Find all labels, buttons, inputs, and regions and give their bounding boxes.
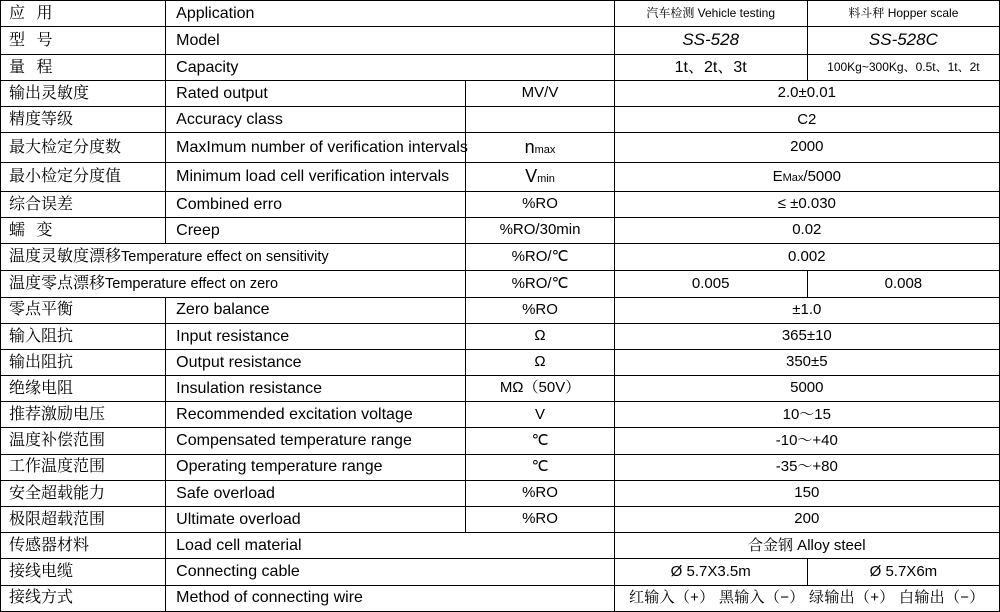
row-unit: %RO (466, 191, 614, 217)
row-label-en: Zero balance (166, 297, 466, 323)
row-unit: %RO (466, 297, 614, 323)
row-label-cn: 接线方式 (1, 585, 166, 611)
table-row (1, 376, 1000, 402)
row-label-cn: 传感器材料 (1, 533, 166, 559)
table-row (1, 54, 1000, 80)
row-label-cn: 温度零点漂移 (9, 274, 106, 292)
row-value-span: 5000 (614, 376, 999, 402)
table-row (1, 454, 1000, 480)
row-label-en: Output resistance (166, 349, 466, 375)
row-unit: %RO (466, 480, 614, 506)
row-label-en: Capacity (166, 54, 614, 80)
row-label-cn: 输出灵敏度 (1, 81, 166, 107)
row-label-en: MaxImum number of verification intervals (166, 133, 466, 162)
row-unit: nmax (466, 133, 614, 162)
table-row (1, 428, 1000, 454)
row-label-en: Rated output (166, 81, 466, 107)
row-label-en: Recommended excitation voltage (166, 402, 466, 428)
row-value-span: -10～+40 (614, 428, 999, 454)
row-label-en: Accuracy class (166, 107, 466, 133)
row-unit: MV/V (466, 81, 614, 107)
row-value-2: Ø 5.7X6m (807, 559, 999, 585)
row-value-span: 10～15 (614, 402, 999, 428)
row-label-cn: 蠕 变 (1, 218, 166, 244)
row-label-cn: 接线电缆 (1, 559, 166, 585)
row-unit: %RO/℃ (466, 244, 614, 271)
row-value-1: Ø 5.7X3.5m (614, 559, 807, 585)
row-value-span: 0.02 (614, 218, 999, 244)
row-value-2: 100Kg~300Kg、0.5t、1t、2t (807, 54, 999, 80)
row-label-combined (1, 244, 466, 271)
row-value-span: -35～+80 (614, 454, 999, 480)
row-label-cn: 极限超载范围 (1, 507, 166, 533)
row-label-cn: 量 程 (1, 54, 166, 80)
row-value-1: 1t、2t、3t (614, 54, 807, 80)
row-value-2: SS-528C (807, 27, 999, 55)
row-label-cn: 温度灵敏度漂移 (9, 248, 122, 266)
row-label-cn: 综合误差 (1, 191, 166, 217)
row-unit: MΩ（50V） (466, 376, 614, 402)
table-row (1, 133, 1000, 162)
table-row (1, 162, 1000, 191)
row-label-cn: 温度补偿范围 (1, 428, 166, 454)
row-value-span: 红输入（+） 黑输入（−） 绿输出（+） 白输出（−） (614, 585, 999, 611)
row-label-en: Combined erro (166, 191, 466, 217)
row-value-span: 2000 (614, 133, 999, 162)
table-row (1, 480, 1000, 506)
row-label-en: Input resistance (166, 323, 466, 349)
table-row (1, 107, 1000, 133)
row-unit: ℃ (466, 428, 614, 454)
row-value-span: ±1.0 (614, 297, 999, 323)
row-unit: ℃ (466, 454, 614, 480)
row-value-span: 0.002 (614, 244, 999, 271)
row-value-span: C2 (614, 107, 999, 133)
row-value-span: 150 (614, 480, 999, 506)
table-row (1, 27, 1000, 55)
row-label-en: Temperature effect on sensitivity (121, 249, 329, 266)
table-row (1, 297, 1000, 323)
row-value-span: 2.0±0.01 (614, 81, 999, 107)
row-unit: %RO/30min (466, 218, 614, 244)
table-row (1, 585, 1000, 611)
row-unit: %RO/℃ (466, 270, 614, 297)
row-label-en: Ultimate overload (166, 507, 466, 533)
row-value-1: 0.005 (614, 270, 807, 297)
row-unit (466, 107, 614, 133)
table-row (1, 507, 1000, 533)
row-label-en: Load cell material (166, 533, 614, 559)
row-unit: %RO (466, 507, 614, 533)
table-body (1, 1, 1000, 612)
row-value-span: 合金钢 Alloy steel (614, 533, 999, 559)
row-label-en: Compensated temperature range (166, 428, 466, 454)
row-value-span: 365±10 (614, 323, 999, 349)
row-label-en: Temperature effect on zero (105, 275, 279, 292)
row-label-cn: 精度等级 (1, 107, 166, 133)
table-row (1, 244, 1000, 271)
row-unit: V (466, 402, 614, 428)
row-label-cn: 最小检定分度值 (1, 162, 166, 191)
row-label-cn: 应 用 (1, 1, 166, 27)
row-label-cn: 推荐激励电压 (1, 402, 166, 428)
row-label-en: Creep (166, 218, 466, 244)
row-label-cn: 输入阻抗 (1, 323, 166, 349)
row-value-span: 200 (614, 507, 999, 533)
row-label-en: Model (166, 27, 614, 55)
row-label-en: Operating temperature range (166, 454, 466, 480)
row-value-1: SS-528 (614, 27, 807, 55)
row-label-cn: 工作温度范围 (1, 454, 166, 480)
row-label-cn: 输出阻抗 (1, 349, 166, 375)
row-unit: Ω (466, 349, 614, 375)
table-row (1, 349, 1000, 375)
row-value-span: 350±5 (614, 349, 999, 375)
row-label-cn: 绝缘电阻 (1, 376, 166, 402)
row-unit: Ω (466, 323, 614, 349)
row-label-combined (1, 270, 466, 297)
row-value-2: 0.008 (807, 270, 999, 297)
table-row (1, 1, 1000, 27)
row-value-span: ≤ ±0.030 (614, 191, 999, 217)
row-value-2: 料斗秤 Hopper scale (807, 1, 999, 27)
row-label-cn: 最大检定分度数 (1, 133, 166, 162)
table-row (1, 81, 1000, 107)
row-value-span: EMax/5000 (614, 162, 999, 191)
table-row (1, 218, 1000, 244)
table-row (1, 191, 1000, 217)
row-label-en: Insulation resistance (166, 376, 466, 402)
table-row (1, 270, 1000, 297)
row-label-en: Connecting cable (166, 559, 614, 585)
row-label-en: Application (166, 1, 614, 27)
table-row (1, 402, 1000, 428)
row-label-cn: 零点平衡 (1, 297, 166, 323)
row-value-1: 汽车检测 Vehicle testing (614, 1, 807, 27)
row-unit: Vmin (466, 162, 614, 191)
row-label-en: Method of connecting wire (166, 585, 614, 611)
table-row (1, 559, 1000, 585)
row-label-cn: 型 号 (1, 27, 166, 55)
row-label-cn: 安全超载能力 (1, 480, 166, 506)
table-row (1, 323, 1000, 349)
table-row (1, 533, 1000, 559)
row-label-en: Safe overload (166, 480, 466, 506)
row-label-en: Minimum load cell verification intervals (166, 162, 466, 191)
